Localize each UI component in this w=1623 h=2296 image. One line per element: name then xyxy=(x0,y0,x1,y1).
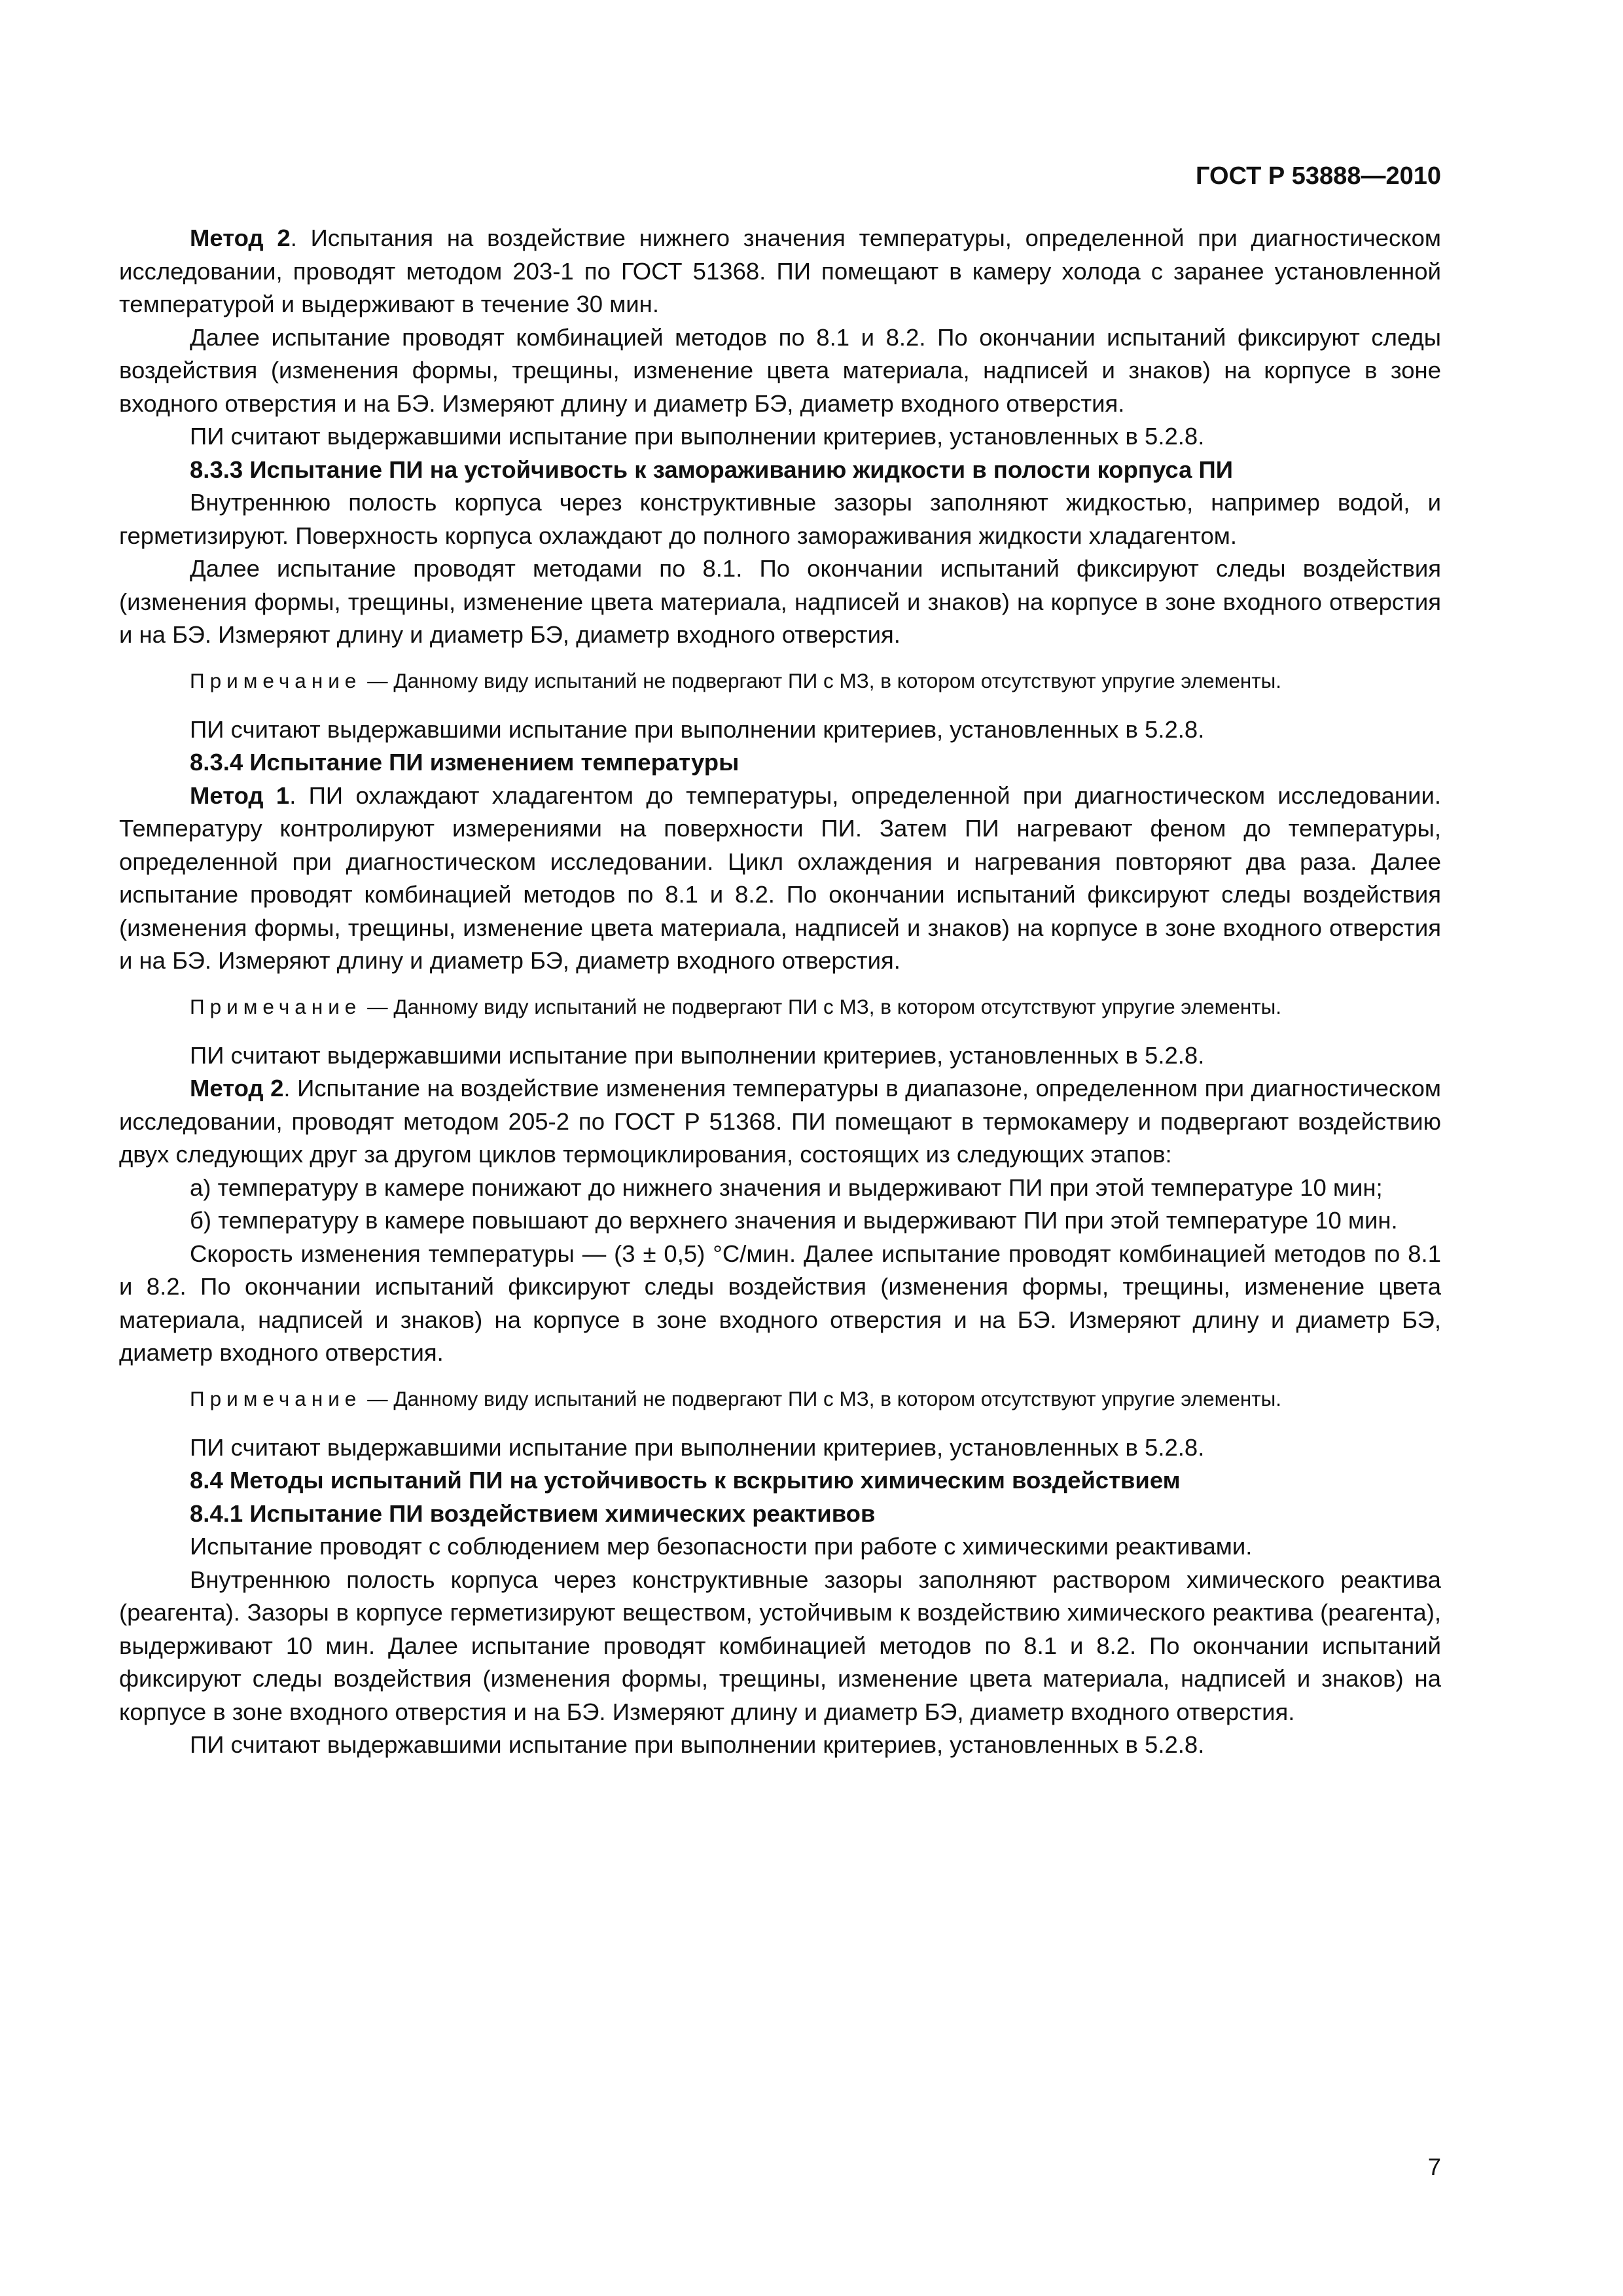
paragraph: Далее испытание проводят методами по 8.1. По окончании испытаний фиксируют следы воздействия (изменения формы, трещины, изменение цвета материала, надписей и знаков) на корпусе в зоне входного отверстия и на БЭ. Измеряют длину и диаметр БЭ, диаметр входного отверстия. xyxy=(119,555,1441,648)
section-heading: 8.4 Методы испытаний ПИ на устойчивость к вскрытию химическим воздействием xyxy=(190,1467,1181,1494)
paragraph: Далее испытание проводят комбинацией методов по 8.1 и 8.2. По окончании испытаний фиксируют следы воздействия (изменения формы, трещины, изменение цвета материала, надписей и знаков) на корпусе в зоне входного отверстия и на БЭ. Измеряют длину и диаметр БЭ, диаметр входного отверстия. xyxy=(119,323,1441,417)
section-heading: 8.4.1 Испытание ПИ воздействием химических реактивов xyxy=(190,1499,876,1527)
section-heading: 8.3.4 Испытание ПИ изменением температуры xyxy=(190,749,740,776)
note: Примечание — Данному виду испытаний не подвергают ПИ с МЗ, в котором отсутствуют упругие элементы. xyxy=(190,1386,1282,1410)
note-label: Примечание xyxy=(190,668,362,692)
paragraph: Испытание проводят с соблюдением мер безопасности при работе с химическими реактивами. xyxy=(190,1533,1253,1560)
section-heading: 8.3.3 Испытание ПИ на устойчивость к замораживанию жидкости в полости корпуса ПИ xyxy=(190,456,1233,483)
paragraph: Внутреннюю полость корпуса через конструктивные зазоры заполняют жидкостью, например водой, и герметизируют. Поверхность корпуса охлаждают до полного замораживания жидкости хладагентом. xyxy=(119,489,1441,549)
paragraph: Метод 2. Испытание на воздействие изменения температуры в диапазоне, определенном при диагностическом исследовании, проводят методом 205-2 по ГОСТ Р 51368. ПИ помещают в термокамеру и подвергают воздействию двух следующих друг за другом циклов термоциклирования, состоящих из следующих этапов: xyxy=(119,1075,1441,1168)
paragraph: Метод 1. ПИ охлаждают хладагентом до температуры, определенной при диагностическом исследовании. Температуру контролируют измерениями на поверхности ПИ. Затем ПИ нагревают феном до температуры, определенной при диагностическом исследовании. Цикл охлаждения и нагревания повторяют два раза. Далее испытание проводят комбинацией методов по 8.1 и 8.2. По окончании испытаний фиксируют следы воздействия (изменения формы, трещины, изменение цвета материала, надписей и знаков) на корпусе в зоне входного отверстия и на БЭ. Измеряют длину и диаметр БЭ, диаметр входного отверстия. xyxy=(119,781,1441,974)
list-item: а) температуру в камере понижают до нижнего значения и выдерживают ПИ при этой температуре 10 мин; xyxy=(190,1174,1383,1201)
method-label: Метод 2 xyxy=(190,224,291,251)
paragraph: ПИ считают выдержавшими испытание при выполнении критериев, установленных в 5.2.8. xyxy=(190,423,1205,450)
method-label: Метод 2 xyxy=(190,1075,284,1102)
method-label: Метод 1 xyxy=(190,781,290,809)
page-number: 7 xyxy=(1427,2153,1441,2180)
paragraph: ПИ считают выдержавшими испытание при выполнении критериев, установленных в 5.2.8. xyxy=(190,715,1205,743)
paragraph: Внутреннюю полость корпуса через конструктивные зазоры заполняют раствором химического реактива (реагента). Зазоры в корпусе герметизируют веществом, устойчивым к воздействию химического реактива (реагента), выдерживают 10 мин. Далее испытание проводят комбинацией методов по 8.1 и 8.2. По окончании испытаний фиксируют следы воздействия (изменения формы, трещины, изменение цвета материала, надписей и знаков) на корпусе в зоне входного отверстия и на БЭ. Измеряют длину и диаметр БЭ, диаметр входного отверстия. xyxy=(119,1566,1441,1725)
note: Примечание — Данному виду испытаний не подвергают ПИ с МЗ, в котором отсутствуют упругие элементы. xyxy=(190,994,1282,1018)
paragraph: Метод 2. Испытания на воздействие нижнего значения температуры, определенной при диагностическом исследовании, проводят методом 203-1 по ГОСТ 51368. ПИ помещают в камеру холода с заранее установленной температурой и выдерживают в течение 30 мин. xyxy=(119,224,1441,317)
list-item: б) температуру в камере повышают до верхнего значения и выдерживают ПИ при этой температуре 10 мин. xyxy=(190,1207,1398,1234)
paragraph: ПИ считают выдержавшими испытание при выполнении критериев, установленных в 5.2.8. xyxy=(190,1433,1205,1461)
paragraph: ПИ считают выдержавшими испытание при выполнении критериев, установленных в 5.2.8. xyxy=(190,1731,1205,1758)
document-page xyxy=(119,160,1441,1762)
paragraph: Скорость изменения температуры — (3 ± 0,5) °С/мин. Далее испытание проводят комбинацией методов по 8.1 и 8.2. По окончании испытаний фиксируют следы воздействия (изменения формы, трещины, изменение цвета материала, надписей и знаков) на корпусе в зоне входного отверстия и на БЭ. Измеряют длину и диаметр БЭ, диаметр входного отверстия. xyxy=(119,1240,1441,1366)
paragraph: ПИ считают выдержавшими испытание при выполнении критериев, установленных в 5.2.8. xyxy=(190,1041,1205,1069)
document-header: ГОСТ Р 53888—2010 xyxy=(1196,162,1441,190)
note-label: Примечание xyxy=(190,1386,362,1410)
note: Примечание — Данному виду испытаний не подвергают ПИ с МЗ, в котором отсутствуют упругие элементы. xyxy=(190,668,1282,692)
note-label: Примечание xyxy=(190,994,362,1018)
